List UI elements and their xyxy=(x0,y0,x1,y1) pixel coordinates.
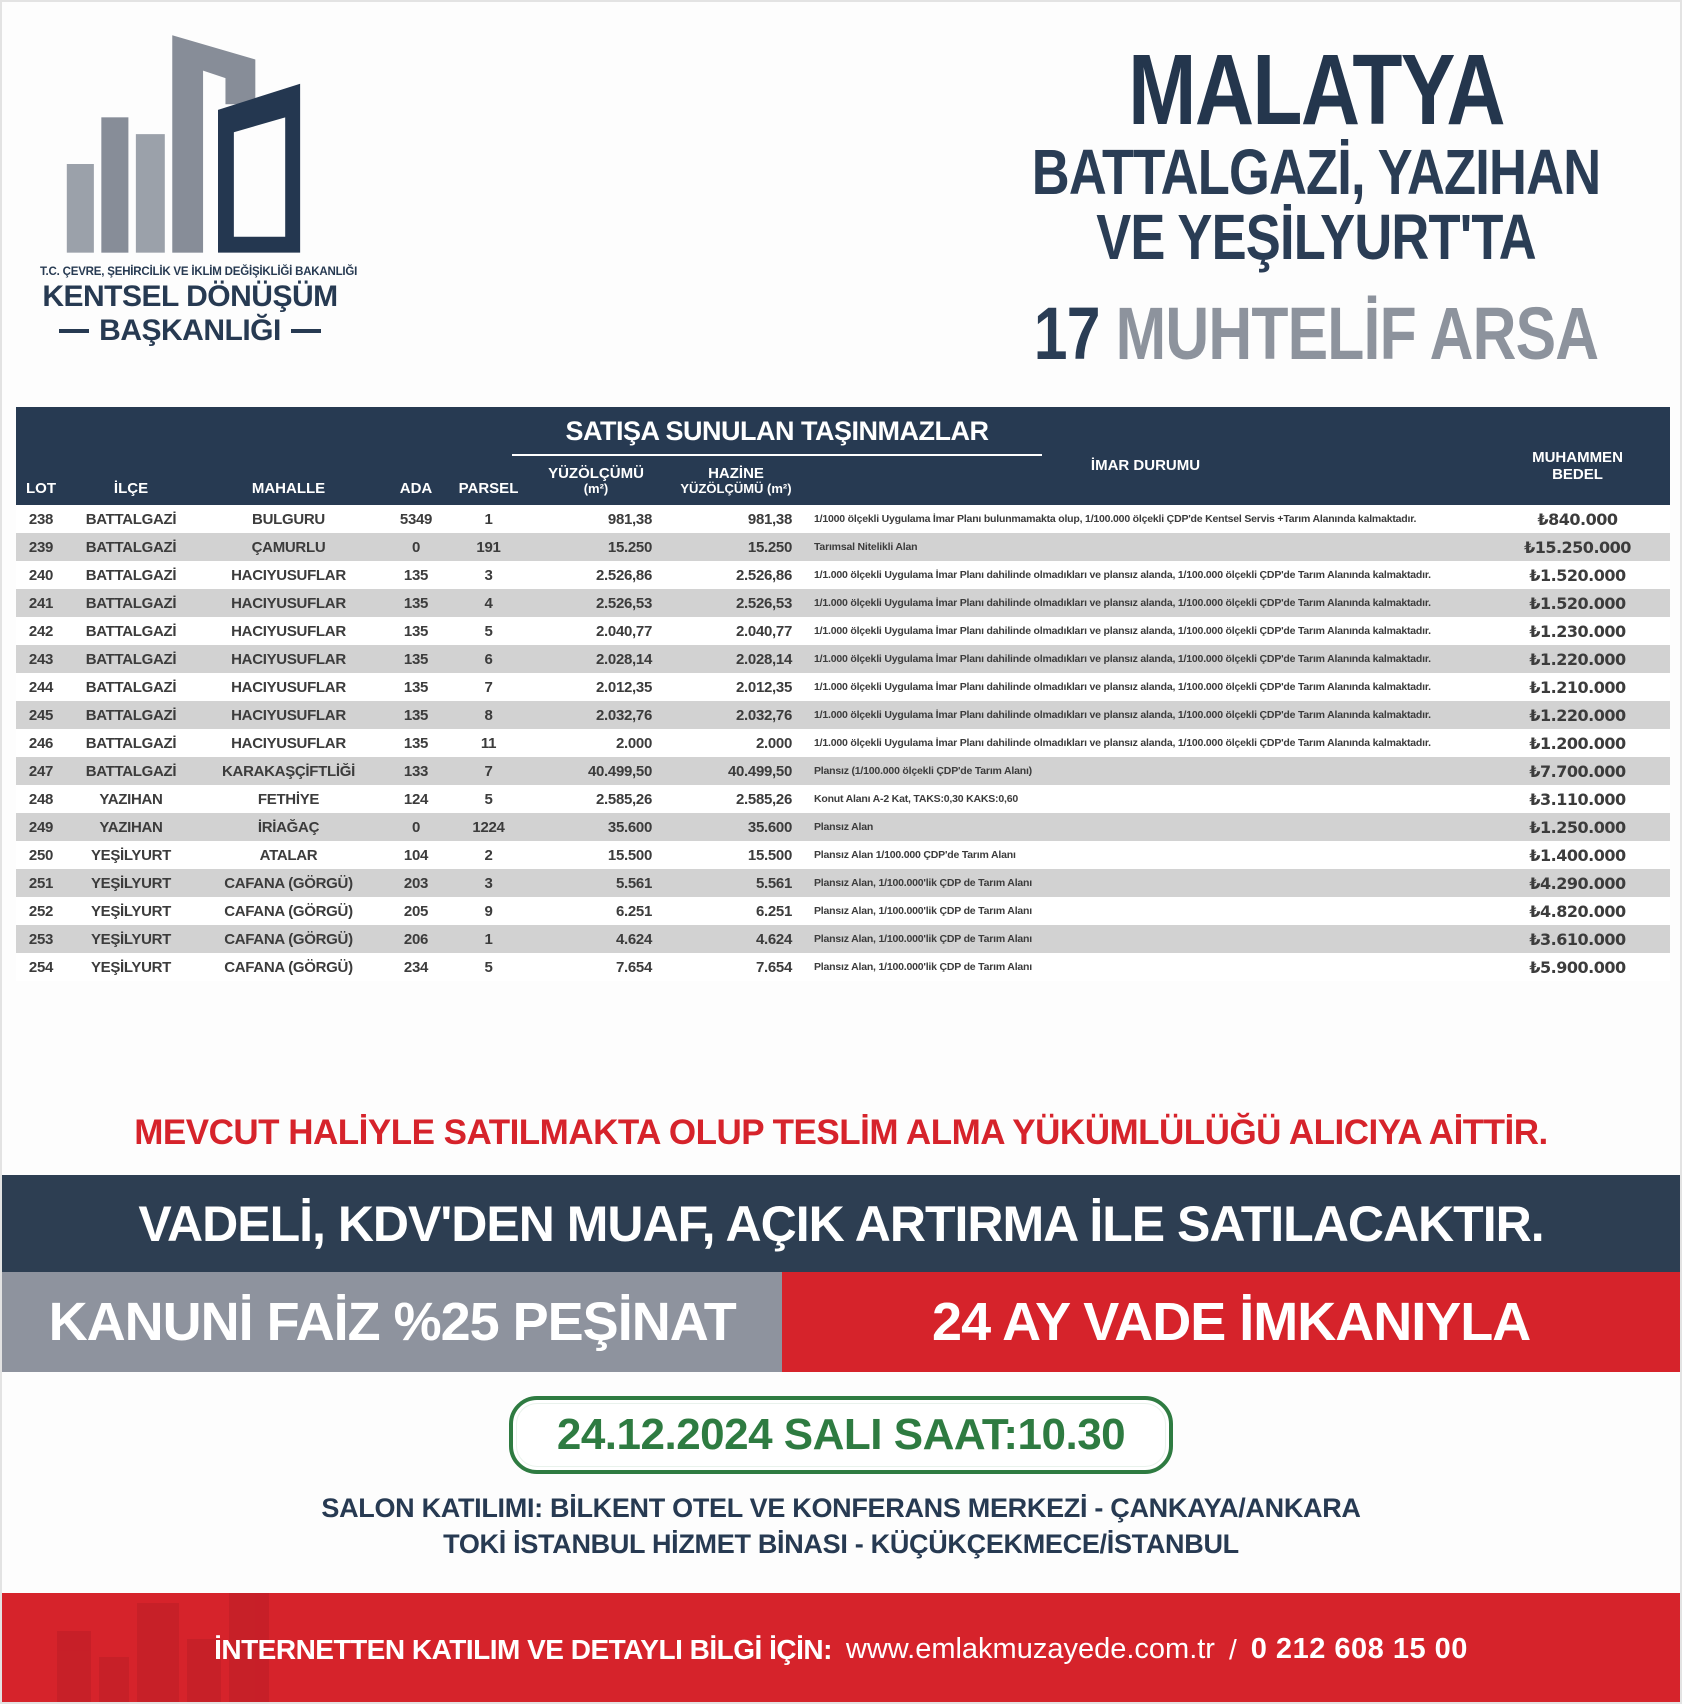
cell-ada: 135 xyxy=(403,734,429,752)
cell-yuzolcumu: 5.561 xyxy=(615,874,652,892)
cell-ada: 5349 xyxy=(399,510,433,528)
cell-imar: 1/1.000 ölçekli Uygulama İmar Planı dahilinde olmadıkları ve plansız alanda, 1/100.000 ölçekli ÇDP'de Tarım Alanında kalmaktadır. xyxy=(814,681,1431,693)
cell-ilce: YEŞİLYURT xyxy=(90,958,172,976)
cell-mahalle: HACIYUSUFLAR xyxy=(231,706,346,724)
cell-mahalle: HACIYUSUFLAR xyxy=(231,594,346,612)
cell-mahalle: CAFANA (GÖRGÜ) xyxy=(224,930,353,948)
cell-imar: Plansız Alan xyxy=(814,821,874,833)
lot-count: 17 xyxy=(1033,291,1100,375)
cell-parsel: 8 xyxy=(484,706,493,724)
venue-line2-text: TOKİ İSTANBUL HİZMET BİNASI - xyxy=(443,1529,864,1560)
cell-hazine: 2.012,35 xyxy=(736,678,792,696)
cell-imar: 1/1.000 ölçekli Uygulama İmar Planı dahilinde olmadıkları ve plansız alanda, 1/100.000 ölçekli ÇDP'de Tarım Alanında kalmaktadır. xyxy=(814,597,1431,609)
cell-parsel: 1224 xyxy=(472,818,505,836)
cell-ilce: BATTALGAZİ xyxy=(85,622,177,640)
column-headers xyxy=(16,449,1670,498)
cell-mahalle: ÇAMURLU xyxy=(251,538,326,556)
cell-ada: 135 xyxy=(403,678,429,696)
cell-parsel: 3 xyxy=(484,874,493,892)
cell-ilce: BATTALGAZİ xyxy=(85,650,177,668)
table-title: SATIŞA SUNULAN TAŞINMAZLAR xyxy=(512,416,1042,456)
cell-bedel: ₺3.610.000 xyxy=(1529,929,1626,949)
cell-yuzolcumu: 15.250 xyxy=(607,538,652,556)
cell-lot: 246 xyxy=(28,734,54,752)
title-block xyxy=(1031,34,1600,375)
cell-lot: 253 xyxy=(28,930,54,948)
cell-ada: 205 xyxy=(403,902,429,920)
cell-bedel: ₺3.110.000 xyxy=(1529,789,1626,809)
cell-yuzolcumu: 2.000 xyxy=(615,734,652,752)
cell-lot: 251 xyxy=(28,874,54,892)
cell-bedel: ₺5.900.000 xyxy=(1529,957,1626,977)
cell-yuzolcumu: 2.012,35 xyxy=(596,678,652,696)
table-row xyxy=(16,533,1670,561)
footer-separator: / xyxy=(1228,1633,1237,1665)
cell-lot: 247 xyxy=(28,762,54,780)
cell-yuzolcumu: 2.526,86 xyxy=(596,566,652,584)
cell-ilce: YEŞİLYURT xyxy=(90,930,172,948)
cell-lot: 242 xyxy=(28,622,54,640)
table-row xyxy=(16,897,1670,925)
org-name-line2 xyxy=(40,314,340,348)
cell-imar: 1/1.000 ölçekli Uygulama İmar Planı dahilinde olmadıkları ve plansız alanda, 1/100.000 ölçekli ÇDP'de Tarım Alanında kalmaktadır. xyxy=(814,653,1431,665)
cell-hazine: 35.600 xyxy=(747,818,792,836)
cell-ada: 203 xyxy=(403,874,429,892)
cell-hazine: 2.585,26 xyxy=(736,790,792,808)
venue-line1-text: BİLKENT OTEL VE KONFERANS MERKEZİ - xyxy=(550,1493,1104,1523)
lot-count-line xyxy=(1032,291,1600,375)
table-row xyxy=(16,589,1670,617)
cell-yuzolcumu: 7.654 xyxy=(615,958,652,976)
cell-yuzolcumu: 2.585,26 xyxy=(596,790,652,808)
cell-parsel: 6 xyxy=(484,650,493,668)
cell-parsel: 1 xyxy=(484,510,493,528)
venue-line1-place: ÇANKAYA/ANKARA xyxy=(1110,1493,1361,1523)
top-header xyxy=(2,2,1680,407)
cell-imar: Plansız (1/100.000 ölçekli ÇDP'de Tarım Alanı) xyxy=(814,765,1032,777)
cell-hazine: 2.028,14 xyxy=(736,650,792,668)
cell-bedel: ₺7.700.000 xyxy=(1529,761,1626,781)
cell-imar: 1/1.000 ölçekli Uygulama İmar Planı dahilinde olmadıkları ve plansız alanda, 1/100.000 ölçekli ÇDP'de Tarım Alanında kalmaktadır. xyxy=(814,709,1431,721)
cell-parsel: 2 xyxy=(484,846,493,864)
cell-yuzolcumu: 6.251 xyxy=(615,902,652,920)
venue-line1-label: SALON KATILIMI: xyxy=(321,1493,543,1523)
cell-lot: 238 xyxy=(28,510,54,528)
cell-lot: 252 xyxy=(28,902,54,920)
cell-ada: 0 xyxy=(411,538,421,556)
cell-bedel: ₺4.290.000 xyxy=(1529,873,1626,893)
cell-mahalle: ATALAR xyxy=(259,846,318,864)
cell-bedel: ₺1.220.000 xyxy=(1529,705,1626,725)
col-ada: ADA xyxy=(399,479,433,497)
cell-lot: 249 xyxy=(28,818,54,836)
sale-terms-banner: VADELİ, KDV'DEN MUAF, AÇIK ARTIRMA İLE SATILACAKTIR. xyxy=(2,1175,1680,1272)
cell-hazine: 6.251 xyxy=(755,902,792,920)
cell-mahalle: CAFANA (GÖRGÜ) xyxy=(224,958,353,976)
cell-lot: 254 xyxy=(28,958,54,976)
cell-hazine: 2.040,77 xyxy=(736,622,792,640)
col-lot: LOT xyxy=(26,479,56,497)
cell-hazine: 7.654 xyxy=(755,958,792,976)
col-bedel: MUHAMMEN BEDEL xyxy=(1532,448,1623,483)
cell-imar: 1/1.000 ölçekli Uygulama İmar Planı dahilinde olmadıkları ve plansız alanda, 1/100.000 ölçekli ÇDP'de Tarım Alanında kalmaktadır. xyxy=(814,625,1431,637)
cell-ada: 0 xyxy=(411,818,421,836)
cell-ilce: YEŞİLYURT xyxy=(90,846,172,864)
cell-parsel: 1 xyxy=(484,930,493,948)
cell-lot: 241 xyxy=(28,594,54,612)
auction-table xyxy=(16,407,1670,981)
auction-datetime-box: 24.12.2024 SALI SAAT:10.30 xyxy=(509,1396,1173,1474)
cell-imar: Plansız Alan, 1/100.000'lik ÇDP de Tarım Alanı xyxy=(814,961,1032,973)
cell-bedel: ₺15.250.000 xyxy=(1524,537,1631,557)
cell-parsel: 9 xyxy=(484,902,493,920)
cell-hazine: 5.561 xyxy=(755,874,792,892)
cell-imar: Plansız Alan 1/100.000 ÇDP'de Tarım Alanı xyxy=(814,849,1016,861)
cell-ilce: BATTALGAZİ xyxy=(85,594,177,612)
venue-line2 xyxy=(2,1526,1680,1562)
table-header xyxy=(16,407,1670,505)
cell-ilce: YEŞİLYURT xyxy=(90,874,172,892)
cell-yuzolcumu: 40.499,50 xyxy=(587,762,652,780)
cell-parsel: 5 xyxy=(484,790,493,808)
cell-hazine: 2.526,53 xyxy=(736,594,792,612)
cell-hazine: 981,38 xyxy=(747,510,792,528)
col-parsel: PARSEL xyxy=(458,479,519,497)
cell-bedel: ₺1.210.000 xyxy=(1529,677,1626,697)
col-yuzolcumu: YÜZÖLÇÜMÜ (m²) xyxy=(548,464,644,497)
cell-ada: 124 xyxy=(403,790,429,808)
cell-yuzolcumu: 981,38 xyxy=(607,510,652,528)
cell-hazine: 2.032,76 xyxy=(736,706,792,724)
cell-ada: 135 xyxy=(403,650,429,668)
table-row xyxy=(16,757,1670,785)
right-dash-decoration xyxy=(291,329,321,333)
cell-bedel: ₺1.200.000 xyxy=(1529,733,1626,753)
table-row xyxy=(16,813,1670,841)
cell-lot: 243 xyxy=(28,650,54,668)
cell-lot: 240 xyxy=(28,566,54,584)
cell-ada: 206 xyxy=(403,930,429,948)
col-hazine: HAZİNE YÜZÖLÇÜMÜ (m²) xyxy=(680,464,792,497)
table-row xyxy=(16,645,1670,673)
cell-ilce: BATTALGAZİ xyxy=(85,706,177,724)
cell-lot: 250 xyxy=(28,846,54,864)
cell-mahalle: İRİAĞAÇ xyxy=(257,818,320,836)
cell-parsel: 3 xyxy=(484,566,493,584)
table-row xyxy=(16,925,1670,953)
cell-hazine: 2.526,86 xyxy=(736,566,792,584)
cell-mahalle: HACIYUSUFLAR xyxy=(231,566,346,584)
table-row xyxy=(16,701,1670,729)
lot-count-label: MUHTELİF ARSA xyxy=(1115,291,1599,375)
cell-imar: Tarımsal Nitelikli Alan xyxy=(814,541,918,553)
cell-mahalle: HACIYUSUFLAR xyxy=(231,678,346,696)
org-name-line1: KENTSEL DÖNÜŞÜM xyxy=(42,280,338,313)
cell-lot: 244 xyxy=(28,678,54,696)
cell-hazine: 2.000 xyxy=(755,734,792,752)
cell-ilce: BATTALGAZİ xyxy=(85,510,177,528)
cell-yuzolcumu: 35.600 xyxy=(607,818,652,836)
cell-mahalle: HACIYUSUFLAR xyxy=(231,622,346,640)
cell-yuzolcumu: 15.500 xyxy=(607,846,652,864)
cell-parsel: 5 xyxy=(484,622,493,640)
table-row xyxy=(16,953,1670,981)
cell-ada: 135 xyxy=(403,594,429,612)
cell-imar: Plansız Alan, 1/100.000'lik ÇDP de Tarım Alanı xyxy=(814,877,1032,889)
website-url: www.emlakmuzayede.com.tr xyxy=(845,1633,1215,1666)
cell-mahalle: FETHİYE xyxy=(257,790,320,808)
cell-bedel: ₺1.520.000 xyxy=(1529,593,1626,613)
districts-line2: VE YEŞİLYURT'TA xyxy=(1095,201,1536,274)
cell-parsel: 4 xyxy=(484,594,493,612)
buildings-logo-icon xyxy=(40,24,340,262)
districts-line1: BATTALGAZİ, YAZIHAN xyxy=(1031,136,1600,208)
cell-lot: 248 xyxy=(28,790,54,808)
table-row xyxy=(16,617,1670,645)
venue-line2-place: KÜÇÜKÇEKMECE/İSTANBUL xyxy=(870,1529,1239,1560)
ministry-name: T.C. ÇEVRE, ŞEHİRCİLİK VE İKLİM DEĞİŞİKLİĞİ BAKANLIĞI xyxy=(40,266,358,278)
delivery-notice: MEVCUT HALİYLE SATILMAKTA OLUP TESLİM ALMA YÜKÜMLÜLÜĞÜ ALICIYA AİTTİR. xyxy=(134,1113,1548,1152)
cell-ilce: YAZIHAN xyxy=(99,818,163,836)
cell-mahalle: BULGURU xyxy=(252,510,325,528)
cell-mahalle: HACIYUSUFLAR xyxy=(231,734,346,752)
footer-banner xyxy=(2,1593,1680,1704)
table-body xyxy=(16,505,1670,981)
cell-yuzolcumu: 2.028,14 xyxy=(596,650,652,668)
phone-number: 0 212 608 15 00 xyxy=(1250,1633,1468,1666)
cell-parsel: 191 xyxy=(476,538,501,556)
cell-hazine: 40.499,50 xyxy=(727,762,792,780)
cell-ilce: BATTALGAZİ xyxy=(85,566,177,584)
cell-ilce: BATTALGAZİ xyxy=(85,762,177,780)
downpayment-banner: KANUNİ FAİZ %25 PEŞİNAT xyxy=(2,1272,782,1372)
cell-bedel: ₺4.820.000 xyxy=(1529,901,1626,921)
table-row xyxy=(16,729,1670,757)
cell-ilce: BATTALGAZİ xyxy=(85,538,177,556)
cell-mahalle: KARAKAŞÇİFTLİĞİ xyxy=(222,762,355,780)
cell-imar: Plansız Alan, 1/100.000'lik ÇDP de Tarım Alanı xyxy=(814,905,1032,917)
cell-bedel: ₺1.230.000 xyxy=(1529,621,1626,641)
footer-label: İNTERNETTEN KATILIM VE DETAYLI BİLGİ İÇİN: xyxy=(214,1633,832,1665)
venue-line1 xyxy=(2,1490,1680,1526)
table-row xyxy=(16,561,1670,589)
table-row xyxy=(16,841,1670,869)
cell-imar: 1/1.000 ölçekli Uygulama İmar Planı dahilinde olmadıkları ve plansız alanda, 1/100.000 ölçekli ÇDP'de Tarım Alanında kalmaktadır. xyxy=(814,569,1431,581)
cell-ada: 135 xyxy=(403,622,429,640)
cell-parsel: 7 xyxy=(484,762,493,780)
city-title: MALATYA xyxy=(1127,34,1504,146)
cell-hazine: 15.500 xyxy=(747,846,792,864)
table-row xyxy=(16,673,1670,701)
cell-imar: Konut Alanı A-2 Kat, TAKS:0,30 KAKS:0,60 xyxy=(814,793,1018,805)
cell-mahalle: CAFANA (GÖRGÜ) xyxy=(224,902,353,920)
cell-parsel: 7 xyxy=(484,678,493,696)
cell-ilce: YEŞİLYURT xyxy=(90,902,172,920)
table-row xyxy=(16,505,1670,533)
cell-lot: 239 xyxy=(28,538,54,556)
table-row xyxy=(16,869,1670,897)
cell-ilce: BATTALGAZİ xyxy=(85,678,177,696)
cell-mahalle: CAFANA (GÖRGÜ) xyxy=(224,874,353,892)
venue-info xyxy=(2,1490,1680,1563)
cell-hazine: 15.250 xyxy=(747,538,792,556)
cell-yuzolcumu: 2.526,53 xyxy=(596,594,652,612)
cell-bedel: ₺840.000 xyxy=(1537,509,1618,529)
cell-ada: 135 xyxy=(403,566,429,584)
col-imar: İMAR DURUMU xyxy=(1090,457,1201,475)
cell-ada: 234 xyxy=(403,958,429,976)
cell-ilce: YAZIHAN xyxy=(99,790,163,808)
left-dash-decoration xyxy=(59,329,89,333)
org-name-line2-text: BAŞKANLIĞI xyxy=(99,314,281,347)
payment-banners xyxy=(2,1272,1680,1372)
table-row xyxy=(16,785,1670,813)
cell-parsel: 11 xyxy=(480,734,497,752)
cell-parsel: 5 xyxy=(484,958,493,976)
cell-imar: Plansız Alan, 1/100.000'lik ÇDP de Tarım Alanı xyxy=(814,933,1032,945)
installment-banner: 24 AY VADE İMKANIYLA xyxy=(782,1272,1680,1372)
cell-ada: 133 xyxy=(403,762,429,780)
cell-yuzolcumu: 4.624 xyxy=(615,930,652,948)
cell-bedel: ₺1.400.000 xyxy=(1529,845,1626,865)
cell-hazine: 4.624 xyxy=(755,930,792,948)
cell-ada: 104 xyxy=(403,846,429,864)
cell-bedel: ₺1.220.000 xyxy=(1529,649,1626,669)
cell-lot: 245 xyxy=(28,706,54,724)
cell-yuzolcumu: 2.040,77 xyxy=(596,622,652,640)
cell-yuzolcumu: 2.032,76 xyxy=(596,706,652,724)
cell-bedel: ₺1.520.000 xyxy=(1529,565,1626,585)
col-mahalle: MAHALLE xyxy=(251,479,326,497)
cell-mahalle: HACIYUSUFLAR xyxy=(231,650,346,668)
cell-ilce: BATTALGAZİ xyxy=(85,734,177,752)
cell-ada: 135 xyxy=(403,706,429,724)
cell-imar: 1/1.000 ölçekli Uygulama İmar Planı dahilinde olmadıkları ve plansız alanda, 1/100.000 ölçekli ÇDP'de Tarım Alanında kalmaktadır. xyxy=(814,737,1431,749)
cell-imar: 1/1000 ölçekli Uygulama İmar Planı bulunmamakta olup, 1/100.000 ölçekli ÇDP'de Kentsel Servis +Tarım Alanında kalmaktadır. xyxy=(814,513,1417,525)
col-ilce: İLÇE xyxy=(113,479,149,497)
cell-bedel: ₺1.250.000 xyxy=(1529,817,1626,837)
kentsel-donusum-logo xyxy=(40,24,358,348)
